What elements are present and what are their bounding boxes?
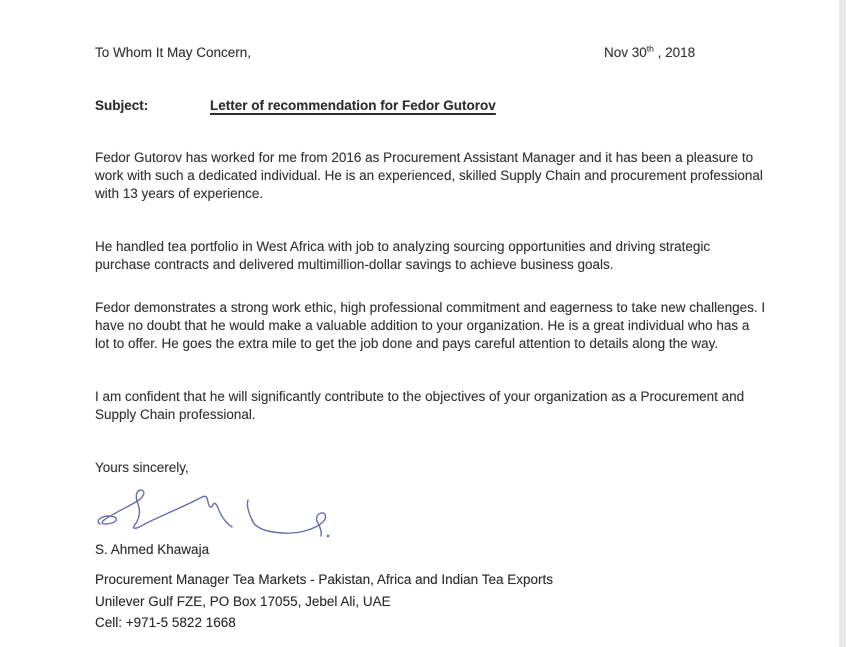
- date-day: Nov 30: [604, 45, 647, 60]
- date-ordinal-superscript: th: [646, 43, 654, 54]
- page-edge-line: [839, 0, 846, 647]
- salutation: To Whom It May Concern,: [95, 45, 252, 60]
- signer-company-address: Unilever Gulf FZE, PO Box 17055, Jebel Ali, UAE: [95, 594, 391, 609]
- signer-name: S. Ahmed Khawaja: [95, 542, 210, 557]
- subject-label: Subject:: [95, 98, 149, 113]
- signature-ink-dot: [327, 535, 330, 538]
- paragraph-introduction: [95, 149, 763, 203]
- date-year: , 2018: [653, 45, 696, 60]
- paragraph-line: work with such a dedicated individual. He is an experienced, skilled Supply Chain and procurement professional: [95, 168, 763, 183]
- paragraph-endorsement: [95, 388, 744, 424]
- paragraph-line: Fedor Gutorov has worked for me from 2016 as Procurement Assistant Manager and it has been a pleasure to: [95, 150, 754, 165]
- paragraph-responsibilities: [95, 238, 710, 274]
- paragraph-line: I am confident that he will significantly contribute to the objectives of your organization as a Procurement and: [95, 389, 745, 404]
- letter-date: [604, 44, 695, 62]
- signature-stroke-left: [98, 490, 232, 528]
- closing-salutation: Yours sincerely,: [95, 460, 189, 475]
- paragraph-line: have no doubt that he would make a valuable addition to your organization. He is a great individual who has a: [95, 318, 750, 333]
- paragraph-line: He handled tea portfolio in West Africa with job to analyzing sourcing opportunities and driving strategic: [95, 239, 711, 254]
- handwritten-signature: [86, 482, 334, 538]
- signature-stroke-right: [247, 500, 325, 536]
- paragraph-line: lot to offer. He goes the extra mile to get the job done and pays careful attention to details along the way.: [95, 336, 719, 351]
- paragraph-character: [95, 299, 765, 353]
- paragraph-line: purchase contracts and delivered multimillion-dollar savings to achieve business goals.: [95, 257, 614, 272]
- signer-job-title: Procurement Manager Tea Markets - Pakistan, Africa and Indian Tea Exports: [95, 572, 553, 587]
- subject-row: [95, 97, 496, 115]
- paragraph-line: Fedor demonstrates a strong work ethic, high professional commitment and eagerness to take new challenges. I: [95, 300, 766, 315]
- signer-phone: Cell: +971-5 5822 1668: [95, 615, 236, 630]
- paragraph-line: with 13 years of experience.: [95, 186, 264, 201]
- signature-image: [86, 482, 334, 538]
- paragraph-line: Supply Chain professional.: [95, 407, 256, 422]
- subject-title: Letter of recommendation for Fedor Gutorov: [210, 98, 496, 113]
